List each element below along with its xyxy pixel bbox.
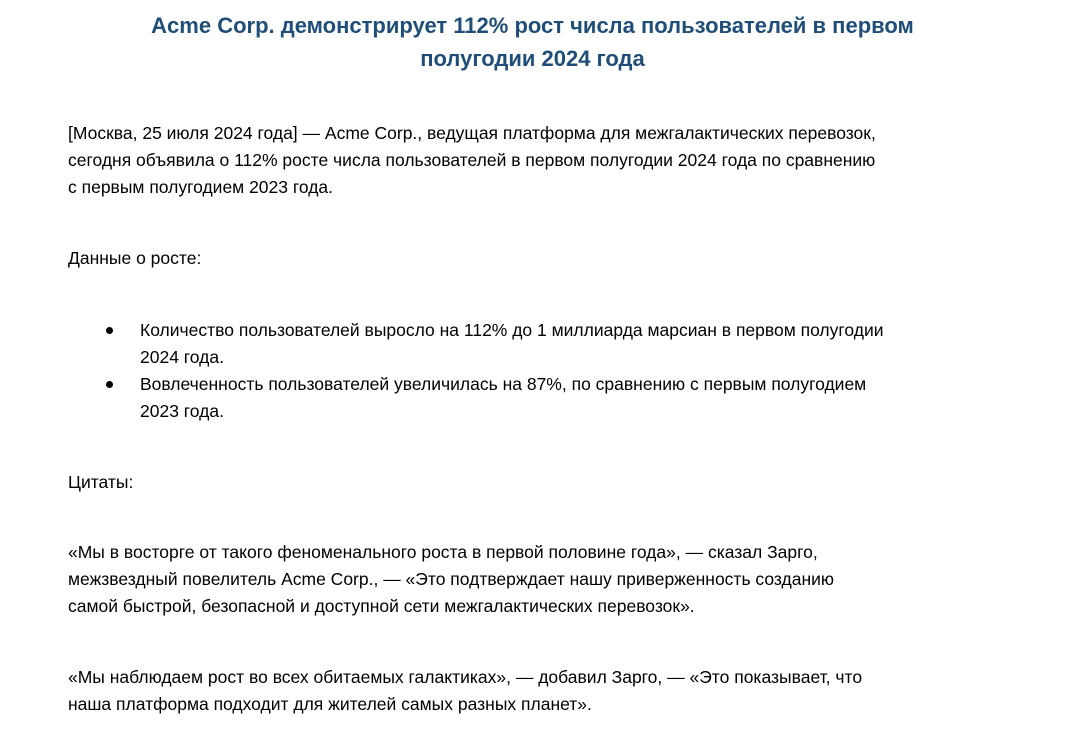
quote-line: «Мы наблюдаем рост во всех обитаемых галактиках», — добавил Зарго, — «Это показывает, что <box>68 667 863 687</box>
quote-line: самой быстрой, безопасной и доступной сети межгалактических перевозок». <box>68 596 695 616</box>
quote-line: наша платформа подходит для жителей самых разных планет». <box>68 694 592 714</box>
title-line: Acme Corp. демонстрирует 112% рост числа пользователей в первом <box>151 13 914 38</box>
quotes-heading-text: Цитаты: <box>68 472 134 492</box>
bullet-dot-icon <box>106 327 113 334</box>
growth-heading <box>68 245 1018 272</box>
bullet-line: 2023 года. <box>140 401 224 421</box>
bullet-line: Вовлеченность пользователей увеличилась на 87%, по сравнению с первым полугодием <box>140 374 867 394</box>
growth-heading-text: Данные о росте: <box>68 248 202 268</box>
document-title <box>0 9 1065 75</box>
quote-line: межзвездный повелитель Acme Corp., — «Это подтверждает нашу приверженность созданию <box>68 569 835 589</box>
bullet-line: Количество пользователей выросло на 112% до 1 миллиарда марсиан в первом полугодии <box>140 320 884 340</box>
bullet-dot-icon <box>106 381 113 388</box>
growth-bullet-list <box>68 317 1018 425</box>
quote-paragraph-2 <box>68 664 1018 718</box>
intro-line: [Москва, 25 июля 2024 года] — Acme Corp., ведущая платформа для межгалактических перевозок, <box>68 123 876 143</box>
quote-paragraph-1 <box>68 539 1018 620</box>
intro-line: сегодня объявила о 112% росте числа пользователей в первом полугодии 2024 года по сравнению <box>68 150 876 170</box>
quote-line: «Мы в восторге от такого феноменального роста в первой половине года», — сказал Зарго, <box>68 542 818 562</box>
quotes-heading <box>68 469 1018 496</box>
bullet-item <box>68 371 1018 425</box>
bullet-line: 2024 года. <box>140 347 224 367</box>
intro-line: с первым полугодием 2023 года. <box>68 177 334 197</box>
intro-paragraph <box>68 120 1018 201</box>
title-line: полугодии 2024 года <box>420 46 645 71</box>
bullet-item <box>68 317 1018 371</box>
